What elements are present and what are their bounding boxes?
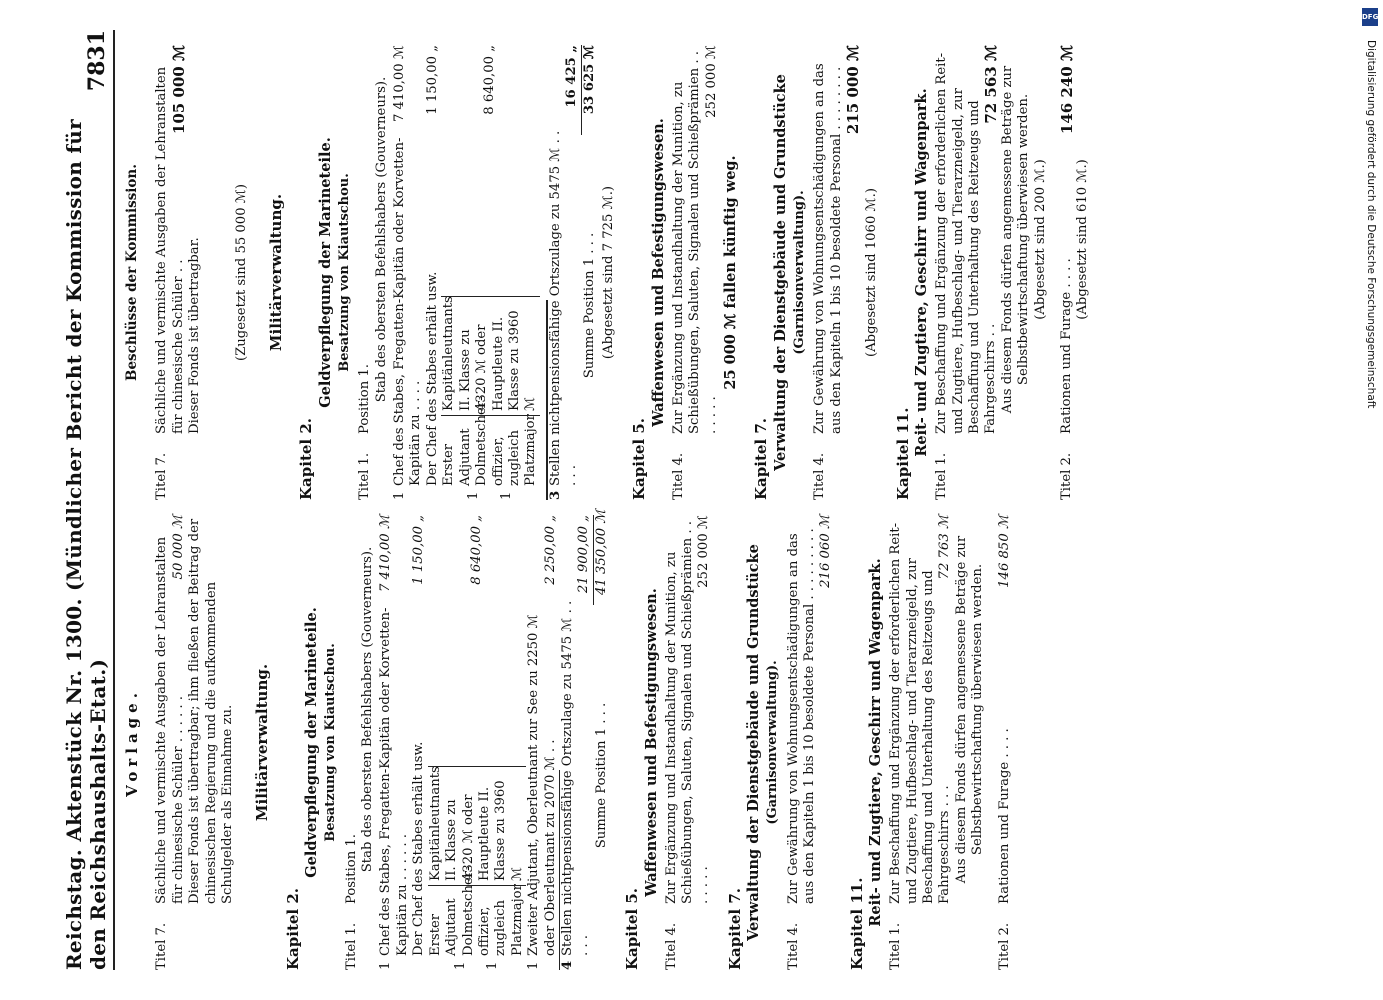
table-row: 4 Stellen nichtpensionsfähige Ortszulage zu 5475 ℳ . . . . . 21 900,00 „ xyxy=(559,515,592,970)
change-note: (Abgesetzt sind 1060 ℳ.) xyxy=(864,188,880,357)
titel-label: Titel 7. xyxy=(154,922,170,970)
kapitel-5-title: Waffenwesen und Befestigungswesen. xyxy=(642,588,660,897)
change-note: (Abgesetzt sind 7 725 ℳ.) xyxy=(600,185,616,360)
kapitel-7-titel: Titel 4. Zur Gewährung von Wohnungsentschädigungen an das aus den Kapiteln 1 bis 10 besoldete Personal . . . . . . . . 215 000 ℳ xyxy=(812,45,862,500)
column-beschluesse xyxy=(122,45,1092,500)
kapitel-2-subtitle: Besatzung von Kiautschou. xyxy=(323,643,339,842)
titel-text-2: Dieser Fonds ist übertragbar. xyxy=(187,237,203,434)
kapitel-7-subtitle: (Garnisonverwaltung). xyxy=(765,660,781,825)
bracket-text: Kapitänleutnants II. Klasse zu 4320 ℳ oder Hauptleute II. Klasse zu 3960 ℳ xyxy=(428,766,526,886)
kapitel-11-titel-1: Titel 1. Zur Beschaffung und Ergänzung der erforderlichen Reit- und Zugtiere, Hufbeschlag- und Tierarzneigeld, zur Beschaffung und Unterhaltung des Reitzeugs und Fahrgeschirrs . . . 72 763 ℳ Aus diesem Fonds dürfen angemessene Beträge zur Selbstbewirtschaftung überwiesen werden. xyxy=(888,515,986,970)
kapitel-5-titel: Titel 4. Zur Ergänzung und Instandhaltung der Munition, zu Schießübungen, Saluten, Signalen und Schießprämien . . . . . . . 252 000 ℳ xyxy=(670,45,719,500)
titel-7 xyxy=(154,515,236,970)
table-row: 1 Chef des Stabes, Fregatten-Kapitän oder Korvetten-Kapitän zu . . . . 7 410,00 ℳ xyxy=(392,45,424,500)
table-row: 1 Zweiter Adjutant, Oberleutnant zur See zu 2250 ℳ oder Oberleutnant zu 2070 ℳ . . 2 250,00 „ xyxy=(526,515,558,970)
titel-text: Sächliche und vermischte Ausgaben der Lehranstalten für chinesische Schüler . . xyxy=(154,66,186,434)
column-vorlage xyxy=(122,509,1013,970)
titel-amount: 50 000 ℳ xyxy=(170,515,186,580)
row-label: Dolmetscher-offizier, zugleich Platzmajor xyxy=(460,866,525,956)
table-row: 3 Stellen nichtpensionsfähige Ortszulage zu 5475 ℳ . . . . . 16 425 „ xyxy=(547,45,580,500)
titel-text: Sächliche und vermischte Ausgaben der Lehranstalten für chinesische Schüler . . . . . . xyxy=(154,536,186,904)
kapitel-5-title: Waffenwesen und Befestigungswesen. xyxy=(649,118,667,427)
kapitel-5-label: Kapitel 5. xyxy=(623,888,642,970)
header-title: Reichstag. Aktenstück Nr. 1300. (Mündlicher Bericht der Kommission für den Reichshaushalts-Etat.) xyxy=(62,119,110,970)
section-heading: Militärverwaltung. xyxy=(253,663,272,822)
kapitel-11-label: Kapitel 11. xyxy=(893,407,912,500)
titel-text-2: Dieser Fonds ist übertragbar; ihm fließen der Beitrag der chinesischen Regierung und die aufkommenden Schulgelder als Einnahme zu. xyxy=(187,518,236,904)
bracket-amount: 8 640,00 „ xyxy=(468,515,484,585)
position-label: Position 1. xyxy=(343,834,359,904)
kapitel-11-titel-2: Titel 2. Rationen und Furage . . . . 146 240 ℳ (Abgesetzt sind 610 ℳ.) xyxy=(1058,45,1091,500)
kapitel-7-title: Verwaltung der Dienstgebäude und Grundstücke xyxy=(771,74,789,471)
section-heading: Militärverwaltung. xyxy=(267,193,286,352)
change-note: (Zugesetzt sind 55 000 ℳ) xyxy=(233,183,249,362)
kapitel-2-titel: Titel 1. Position 1. Stab des obersten Befehlshabers (Gouverneurs). xyxy=(357,76,389,500)
sum-row: Summe Position 1 . . . 41 350,00 ℳ xyxy=(593,509,609,849)
kapitel-7-label: Kapitel 7. xyxy=(752,418,771,500)
kapitel-5-titel: Titel 4. Zur Ergänzung und Instandhaltung der Munition, zu Schießübungen, Saluten, Signalen und Schießprämien . . . . . . . 252 000 ℳ xyxy=(663,515,712,970)
titel-7 xyxy=(154,45,203,500)
dfg-logo: DFG xyxy=(1362,8,1378,26)
table-row: 1 1 Erster Adjutant Dolmetscher-offizier, zugleich Platzmajor Kapitänleutnants II. Klasse zu 4320 ℳ oder Hauptleute II. Klasse zu 3960 ℳ 8 640,00 „ xyxy=(441,45,539,500)
titel-label: Titel 1. xyxy=(343,922,359,970)
column-heading: Vorlage. xyxy=(123,688,141,797)
kapitel-2-title: Geldverpflegung der Marineteile. xyxy=(316,137,334,408)
page-number: 7831 xyxy=(84,30,110,92)
kapitel-7-label: Kapitel 7. xyxy=(725,888,744,970)
table-row: Der Chef des Stabes erhält usw. 1 150,00 „ xyxy=(424,45,440,486)
digitization-note xyxy=(1360,40,1380,940)
kapitel-7-subtitle: (Garnisonverwaltung). xyxy=(791,190,807,355)
kapitel-2-title: Geldverpflegung der Marineteile. xyxy=(303,607,321,878)
kapitel-11-label: Kapitel 11. xyxy=(847,877,866,970)
sum-row: Summe Position 1 . . . 33 625 ℳ xyxy=(581,45,597,379)
titel-label: Titel 7. xyxy=(154,452,170,500)
row-label: Dolmetscher-offizier, zugleich Platzmajor xyxy=(474,396,539,486)
page-header xyxy=(62,30,115,970)
bracket-text: Kapitänleutnants II. Klasse zu 4320 ℳ oder Hauptleute II. Klasse zu 3960 ℳ xyxy=(441,296,539,416)
kapitel-11-title: Reit- und Zugtiere, Geschirr und Wagenpark. xyxy=(913,88,931,457)
row-label: Erster Adjutant xyxy=(427,898,460,956)
change-note: (Abgesetzt sind 200 ℳ.) xyxy=(1032,159,1048,320)
kapitel-11-titel-1: Titel 1. Zur Beschaffung und Ergänzung der erforderlichen Reit- und Zugtiere, Hufbeschlag- und Tierarzneigeld, zur Beschaffung und Unterhaltung des Reitzeugs und Fahrgeschirrs . . 72 563 ℳ Aus diesem Fonds dürfen angemessene Beträge zur Selbstbewirtschaftung überwiesen werden. (Abgesetzt sind 200 ℳ.) xyxy=(934,45,1048,500)
kapitel-11-title: Reit- und Zugtiere, Geschirr und Wagenpark. xyxy=(867,558,885,927)
kapitel-11-titel-2: Titel 2. Rationen und Furage . . . . 146 850 ℳ xyxy=(996,515,1012,970)
change-note: (Abgesetzt sind 610 ℳ.) xyxy=(1075,159,1091,320)
change-note: 25 000 ℳ fallen künftig weg. xyxy=(721,155,739,390)
kapitel-5-label: Kapitel 5. xyxy=(630,418,649,500)
kapitel-2-titel xyxy=(344,515,379,970)
titel-amount: 105 000 ℳ xyxy=(169,45,188,135)
stab-label: Stab des obersten Befehlshabers (Gouverneurs). xyxy=(360,546,376,873)
table-row: Der Chef des Stabes erhält usw. 1 150,00 „ xyxy=(411,515,427,956)
bracket-amount: 8 640,00 „ xyxy=(482,45,498,115)
kapitel-7-title: Verwaltung der Dienstgebäude und Grundstücke xyxy=(745,544,763,941)
kapitel-7-titel: Titel 4. Zur Gewährung von Wohnungsentschädigungen an das aus den Kapiteln 1 bis 10 besoldete Personal . . . . . . . . . 216 060 ℳ xyxy=(785,515,834,970)
column-heading: Beschlüsse der Kommission. xyxy=(124,164,140,381)
kapitel-2-label: Kapitel 2. xyxy=(297,418,316,500)
table-row: 1 1 Erster Adjutant Dolmetscher-offizier, zugleich Platzmajor Kapitänleutnants II. Klasse zu 4320 ℳ oder Hauptleute II. Klasse zu 3960 ℳ 8 640,00 „ xyxy=(427,515,525,970)
kapitel-2-label: Kapitel 2. xyxy=(283,888,302,970)
table-row: 1 Chef des Stabes, Fregatten-Kapitän oder Korvetten-Kapitän zu . . . . . . 7 410,00 ℳ xyxy=(378,515,410,970)
row-label: Erster Adjutant xyxy=(441,428,473,486)
kapitel-2-subtitle: Besatzung von Kiautschou. xyxy=(336,173,352,372)
digitization-note-text: Digitalisierung gefördert durch die Deutsche Forschungsgemeinschaft xyxy=(1365,40,1377,409)
